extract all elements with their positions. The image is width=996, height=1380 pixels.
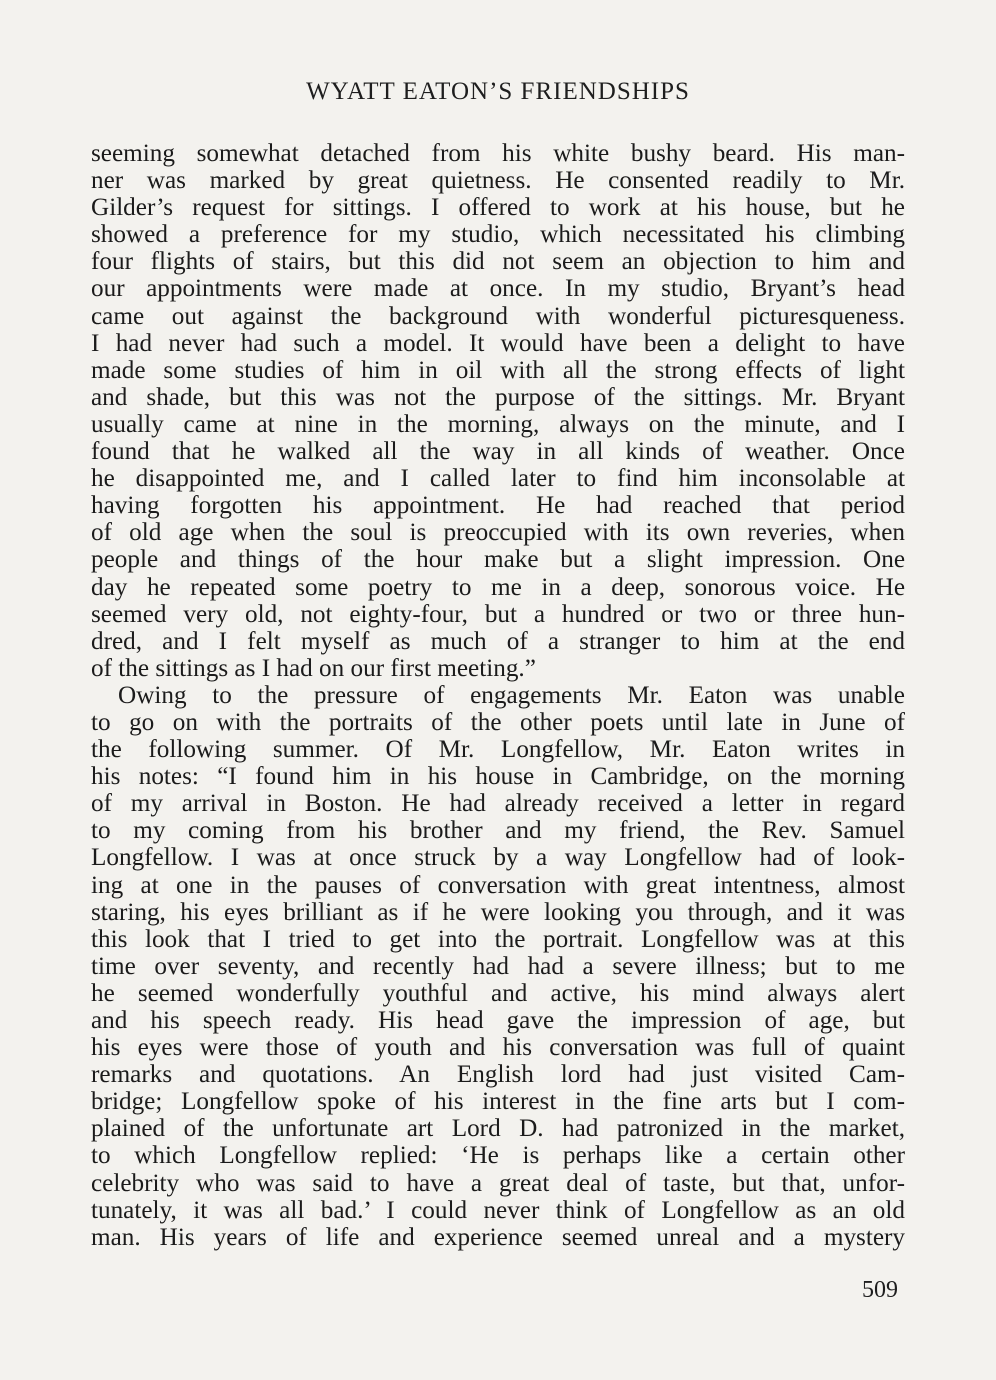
text-line: seemed very old, not eighty-four, but a hundred or two or three hun- <box>91 600 905 628</box>
text-line: made some studies of him in oil with all the strong effects of light <box>91 356 905 384</box>
text-line: seeming somewhat detached from his white bushy beard. His man- <box>91 140 905 167</box>
text-line: he disappointed me, and I called later to find him inconsolable at <box>91 465 905 493</box>
text-line: tunately, it was all bad.’ I could never think of Longfellow as an old <box>91 1196 905 1224</box>
text-line: plained of the unfortunate art Lord D. had patronized in the market, <box>91 1115 905 1143</box>
text-line: ing at one in the pauses of conversation with great intentness, almost <box>91 871 905 899</box>
text-line: ner was marked by great quietness. He consented readily to Mr. <box>91 167 905 195</box>
text-line: to which Longfellow replied: ‘He is perhaps like a certain other <box>91 1142 905 1170</box>
text-line: staring, his eyes brilliant as if he were looking you through, and it was <box>91 898 905 926</box>
paragraph-end-line: of the sittings as I had on our first meeting.” <box>91 654 536 682</box>
paragraph-start-line: Owing to the pressure of engagements Mr. Eaton was unable <box>118 681 905 709</box>
text-line: the following summer. Of Mr. Longfellow, Mr. Eaton writes in <box>91 736 905 764</box>
body-text <box>91 140 905 1251</box>
text-line: people and things of the hour make but a slight impression. One <box>91 546 905 574</box>
text-line: showed a preference for my studio, which necessitated his climbing <box>91 221 905 249</box>
text-line: having forgotten his appointment. He had reached that period <box>91 492 905 520</box>
text-line: day he repeated some poetry to me in a deep, sonorous voice. He <box>91 573 905 601</box>
text-line: I had never had such a model. It would have been a delight to have <box>91 329 905 357</box>
text-line: and shade, but this was not the purpose of the sittings. Mr. Bryant <box>91 383 905 411</box>
text-line: of old age when the soul is preoccupied with its own reveries, when <box>91 519 905 547</box>
text-line: to go on with the portraits of the other poets until late in June of <box>91 708 905 736</box>
text-line: time over seventy, and recently had had a severe illness; but to me <box>91 952 905 980</box>
text-line: celebrity who was said to have a great deal of taste, but that, unfor- <box>91 1169 905 1197</box>
text-line: this look that I tried to get into the portrait. Longfellow was at this <box>91 925 905 953</box>
text-line: to my coming from his brother and my friend, the Rev. Samuel <box>91 817 905 845</box>
text-line: dred, and I felt myself as much of a stranger to him at the end <box>91 627 905 655</box>
text-line: came out against the background with wonderful picturesqueness. <box>91 302 905 330</box>
text-line: usually came at nine in the morning, always on the minute, and I <box>91 410 905 438</box>
text-line: our appointments were made at once. In my studio, Bryant’s head <box>91 275 905 303</box>
text-line: of my arrival in Boston. He had already received a letter in regard <box>91 790 905 818</box>
text-line: his eyes were those of youth and his conversation was full of quaint <box>91 1034 905 1062</box>
text-line: man. His years of life and experience seemed unreal and a mystery <box>91 1223 905 1251</box>
text-line: and his speech ready. His head gave the impression of age, but <box>91 1007 905 1034</box>
text-line: bridge; Longfellow spoke of his interest in the fine arts but I com- <box>91 1088 905 1116</box>
running-head: WYATT EATON’S FRIENDSHIPS <box>306 78 690 105</box>
text-line: he seemed wonderfully youthful and active, his mind always alert <box>91 979 905 1007</box>
text-line: Gilder’s request for sittings. I offered to work at his house, but he <box>91 194 905 222</box>
text-line: remarks and quotations. An English lord had just visited Cam- <box>91 1061 905 1089</box>
text-line: Longfellow. I was at once struck by a way Longfellow had of look- <box>91 844 905 872</box>
text-line: his notes: “I found him in his house in Cambridge, on the morning <box>91 763 905 791</box>
text-line: four flights of stairs, but this did not seem an objection to him and <box>91 248 905 276</box>
page-number: 509 <box>862 1277 898 1303</box>
text-line: found that he walked all the way in all kinds of weather. Once <box>91 438 905 466</box>
